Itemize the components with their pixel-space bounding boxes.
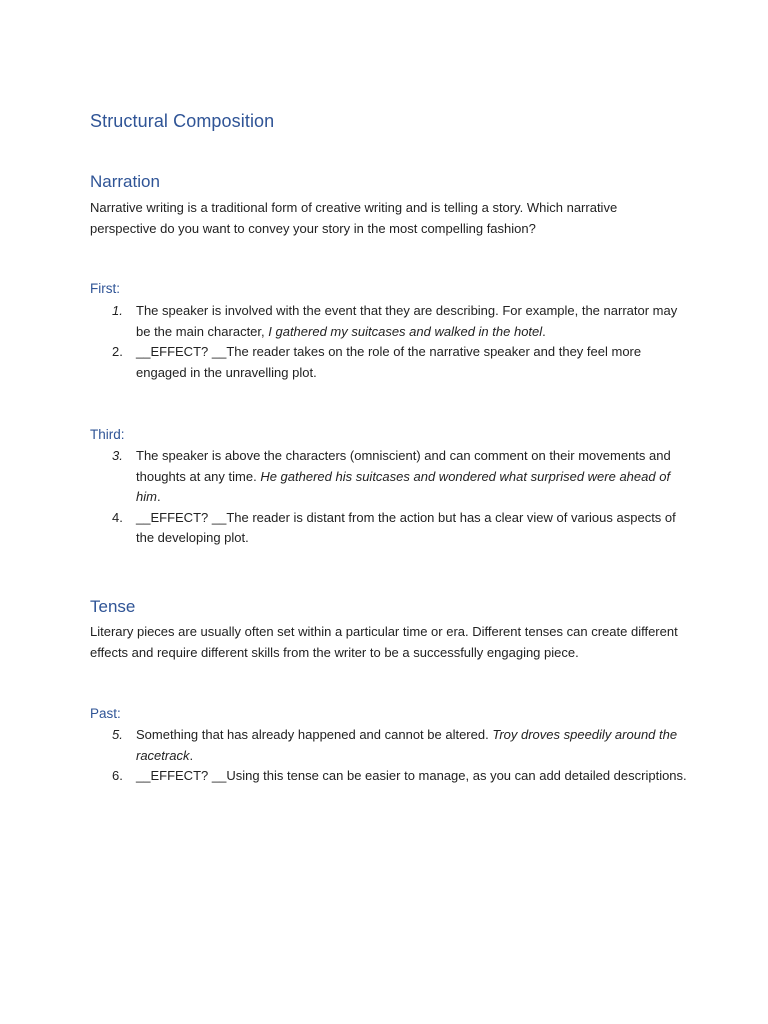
list-item — [90, 301, 690, 342]
item-text: __EFFECT? __Using this tense can be easier to manage, as you can add detailed descriptions. — [136, 768, 687, 783]
list-item — [90, 342, 690, 383]
item-tail: . — [156, 489, 161, 504]
item-example: Troy droves speedily around the racetrack — [136, 727, 678, 763]
tense-heading: Tense — [90, 597, 136, 616]
first-person-label: First: — [90, 281, 120, 296]
first-person-list — [90, 301, 690, 383]
document-title: Structural Composition — [90, 111, 275, 131]
item-text: __EFFECT? __The reader is distant from the action but has a clear view of various aspects of the developing plot. — [136, 509, 676, 545]
item-tail: . — [542, 323, 546, 339]
item-tail: . — [189, 747, 194, 763]
item-text: The speaker is involved with the event that they are describing. For example, the narrator may be the main character, — [136, 303, 678, 339]
past-tense-list — [90, 725, 690, 787]
narration-intro: Narrative writing is a traditional form of creative writing and is telling a story. Which narrative perspective do you want to convey your story in the most compelling fashion? — [90, 200, 618, 236]
list-number: 4. — [112, 509, 123, 525]
item-example: He gathered his suitcases and wondered what surprised were ahead of him — [136, 468, 671, 504]
list-number: 6. — [112, 768, 123, 783]
document-page — [90, 0, 690, 1024]
item-text: __EFFECT? __The reader takes on the role of the narrative speaker and they feel more engaged in the unravelling plot. — [136, 344, 642, 380]
list-number: 2. — [112, 344, 123, 359]
list-item — [90, 725, 690, 766]
list-item — [90, 766, 690, 787]
third-person-list — [90, 446, 690, 549]
list-number: 1. — [112, 303, 123, 318]
narration-heading: Narration — [90, 172, 160, 191]
list-number: 5. — [112, 727, 123, 742]
item-text: Something that has already happened and cannot be altered. — [136, 727, 489, 742]
past-tense-label: Past: — [90, 706, 121, 721]
tense-intro: Literary pieces are usually often set within a particular time or era. Different tenses can create different effects and require different skills from the writer to be a successfully engaging piece. — [90, 624, 678, 660]
list-item — [90, 508, 690, 549]
list-item — [90, 446, 690, 508]
list-number: 3. — [112, 448, 123, 463]
third-person-label: Third: — [90, 427, 125, 442]
item-text: The speaker is above the characters (omniscient) and can comment on their movements and thoughts at any time. — [136, 448, 671, 484]
item-example: I gathered my suitcases and walked in the hotel — [268, 323, 543, 339]
